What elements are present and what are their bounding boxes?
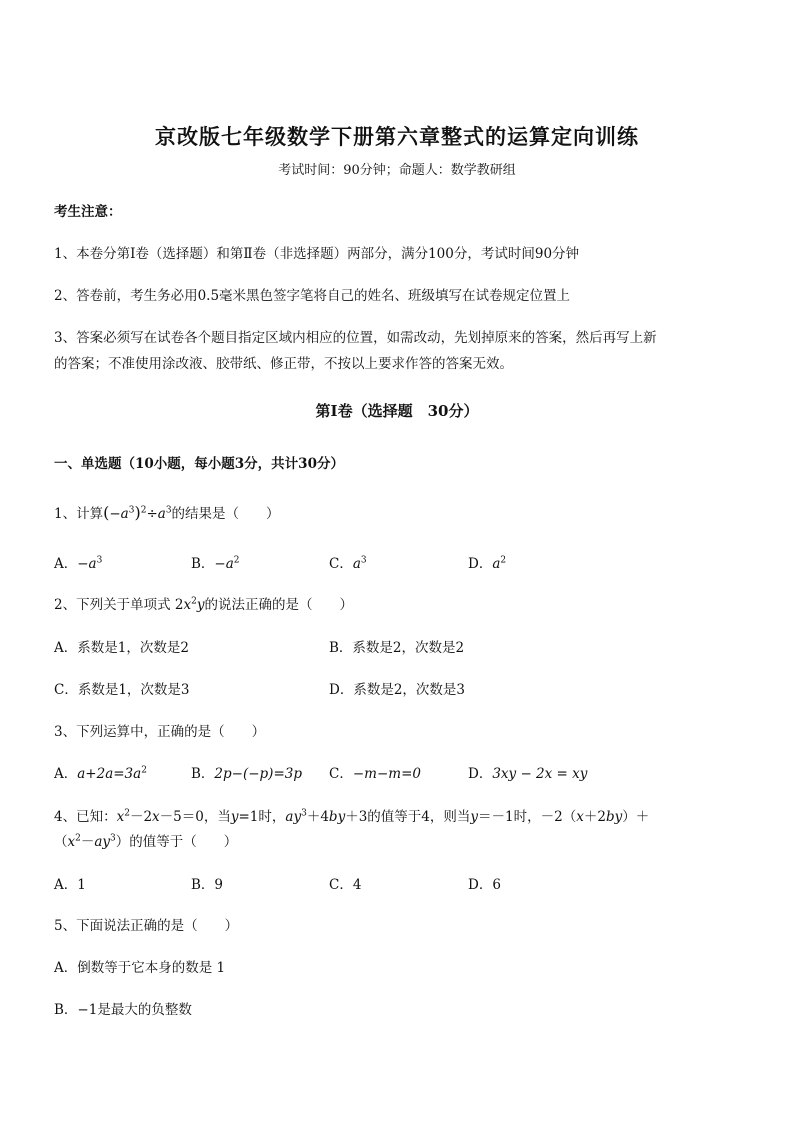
exam-info: 考试时间：90分钟；命题人：数学教研组 [278, 163, 516, 178]
question-3-option-c: C．−m−m=0 [329, 766, 421, 782]
question-4-option-d: D．6 [468, 877, 501, 893]
question-4-option-c: C．4 [329, 877, 362, 893]
question-2-stem: 2、下列关于单项式 $2x^2y$的说法正确的是（ ） [54, 596, 353, 613]
question-1-option-d: D．$a^2$ [468, 555, 507, 572]
question-3-stem: 3、下列运算中，正确的是（ ） [54, 724, 266, 740]
question-2-option-a: A．系数是1，次数是2 [54, 640, 189, 656]
page-title: 京改版七年级数学下册第六章整式的运算定向训练 [155, 124, 639, 149]
question-1-stem: 1、计算$(-a^3)^2\div a^3$的结果是（ ） [54, 503, 280, 522]
question-1-option-a: A．$-a^3$ [54, 555, 103, 572]
question-3-option-b: B．2p−(−p)=3p [191, 766, 302, 782]
question-5-option-a: A．倒数等于它本身的数是 1 [54, 960, 226, 976]
notice-item-3-line-2: 的答案；不准使用涂改液、胶带纸、修正带，不按以上要求作答的答案无效。 [54, 356, 513, 372]
question-2-option-c: C．系数是1，次数是3 [54, 682, 190, 698]
question-1-option-b: B．$-a^2$ [191, 555, 240, 572]
notice-item-3-line-1: 3、答案必须写在试卷各个题目指定区域内相应的位置，如需改动，先划掉原来的答案，然后再写上新 [54, 330, 657, 346]
notice-item-1: 1、本卷分第Ⅰ卷（选择题）和第Ⅱ卷（非选择题）两部分，满分100分，考试时间90分钟 [54, 246, 580, 262]
question-4-option-a: A．1 [54, 877, 86, 893]
question-2-option-d: D．系数是2，次数是3 [329, 682, 466, 698]
part-heading: 一、单选题（10小题，每小题3分，共计30分） [54, 456, 344, 472]
notice-item-2: 2、答卷前，考生务必用0.5毫米黑色签字笔将自己的姓名、班级填写在试卷规定位置上 [54, 288, 571, 304]
question-2-option-b: B．系数是2，次数是2 [329, 640, 465, 656]
question-3-option-d: D．3xy − 2x = xy [468, 766, 588, 782]
question-3-option-a: A．$a+2a=3a^2$ [54, 765, 147, 782]
question-4-stem-line-1: 4、已知：$x^2-2x-5=0$，当y=1时，$ay^3+4by+3$的值等于4，则当y＝－1时，－2（x＋2by）＋ [54, 808, 650, 825]
section-title: 第Ⅰ卷（选择题 30分） [315, 402, 479, 420]
question-4-stem-line-2: $(x^2-ay^3)$的值等于（ ） [54, 833, 238, 850]
question-5-stem: 5、下面说法正确的是（ ） [54, 918, 239, 934]
question-1-option-c: C．$a^3$ [329, 555, 367, 572]
question-5-option-b: B．−1是最大的负整数 [54, 1002, 192, 1018]
notice-heading: 考生注意： [54, 204, 122, 220]
question-4-option-b: B．9 [191, 877, 224, 893]
